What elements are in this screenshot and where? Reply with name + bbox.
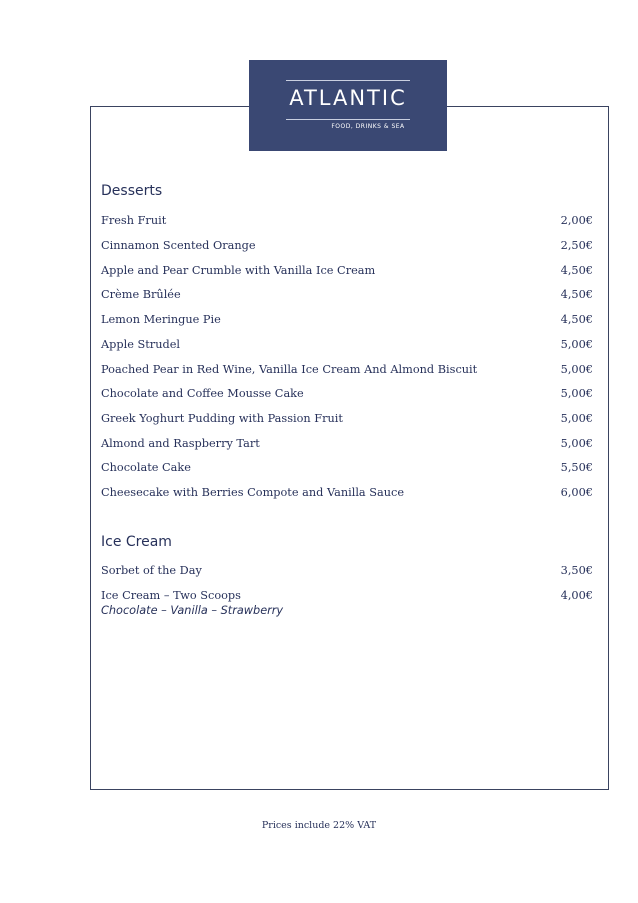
item-name: Cheesecake with Berries Compote and Vanilla Sauce (101, 486, 405, 499)
item-price: 4,50€ (560, 288, 593, 301)
item-price: 5,00€ (560, 338, 593, 351)
section-title-desserts: Desserts (101, 183, 163, 199)
logo-rule-top (286, 80, 410, 81)
item-name: Apple and Pear Crumble with Vanilla Ice Cream (101, 264, 376, 277)
item-price: 2,00€ (560, 214, 593, 227)
section-title-ice-cream: Ice Cream (101, 534, 172, 550)
restaurant-logo (249, 60, 447, 151)
logo-tagline: FOOD, DRINKS & SEA (331, 123, 405, 130)
item-name: Lemon Meringue Pie (101, 313, 221, 326)
item-price: 2,50€ (560, 239, 593, 252)
item-name: Sorbet of the Day (101, 564, 202, 577)
item-name: Fresh Fruit (101, 214, 167, 227)
item-price: 5,00€ (560, 412, 593, 425)
item-price: 4,50€ (560, 264, 593, 277)
item-name: Chocolate and Coffee Mousse Cake (101, 387, 304, 400)
item-price: 3,50€ (560, 564, 593, 577)
item-price: 4,50€ (560, 313, 593, 326)
item-name: Almond and Raspberry Tart (101, 437, 260, 450)
item-name: Crème Brûlée (101, 288, 181, 301)
item-price: 5,00€ (560, 437, 593, 450)
item-flavours: Chocolate – Vanilla – Strawberry (101, 604, 284, 617)
item-price: 5,50€ (560, 461, 593, 474)
item-name: Cinnamon Scented Orange (101, 239, 256, 252)
logo-rule-bottom (286, 119, 410, 120)
item-name: Poached Pear in Red Wine, Vanilla Ice Cream And Almond Biscuit (101, 363, 478, 376)
item-price: 4,00€ (560, 589, 593, 602)
item-name: Chocolate Cake (101, 461, 191, 474)
item-name: Greek Yoghurt Pudding with Passion Fruit (101, 412, 343, 425)
item-name: Ice Cream – Two Scoops (101, 589, 241, 602)
item-price: 6,00€ (560, 486, 593, 499)
vat-note: Prices include 22% VAT (261, 820, 377, 831)
item-price: 5,00€ (560, 387, 593, 400)
item-name: Apple Strudel (101, 338, 180, 351)
item-price: 5,00€ (560, 363, 593, 376)
logo-wordmark: ATLANTIC (289, 86, 407, 110)
